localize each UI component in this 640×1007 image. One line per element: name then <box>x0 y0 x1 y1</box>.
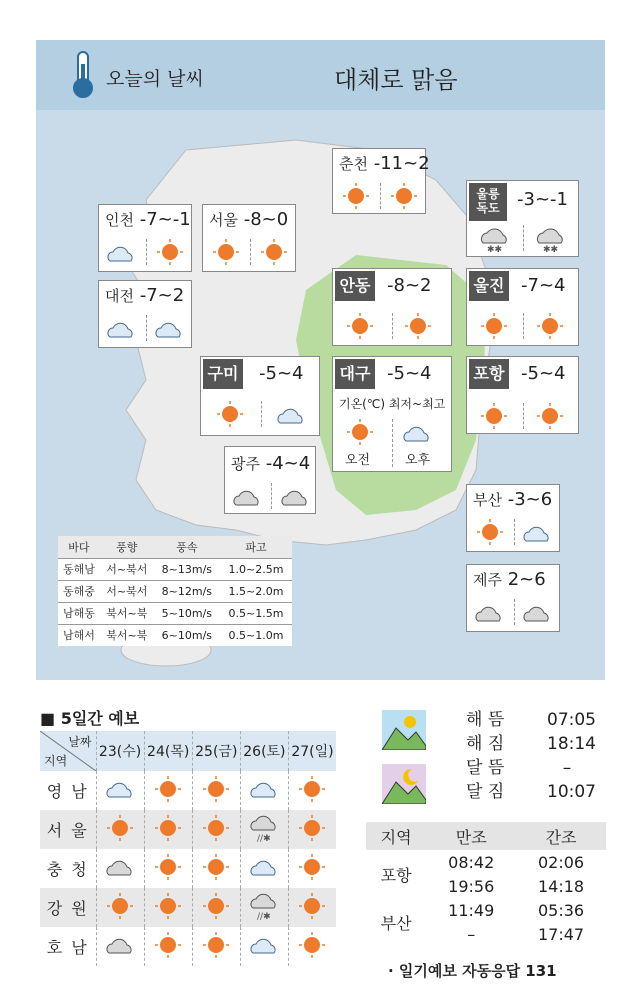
sun-icon <box>477 519 503 545</box>
tide-low: 02:06 <box>538 852 585 872</box>
sun-icon <box>192 849 240 888</box>
table-row <box>40 888 336 927</box>
sun-icon <box>481 403 507 429</box>
city-tag-daegu: 대구 <box>335 359 375 389</box>
table-row <box>40 771 336 810</box>
sunset-label: 해 짐 <box>466 734 505 754</box>
snow-icon <box>477 225 513 253</box>
moonrise-mountain-icon <box>382 764 426 804</box>
sun-icon <box>144 810 192 849</box>
sun-icon <box>157 239 183 265</box>
sun-icon <box>192 927 240 966</box>
city-tag-uljin: 울진 <box>469 271 509 301</box>
sea-cell: 북서~북 <box>100 624 154 646</box>
city-box-gumi <box>200 356 320 436</box>
city-tag-andong: 안동 <box>335 271 375 301</box>
tide-table <box>366 822 606 946</box>
city-tag-pohang: 포항 <box>469 359 509 389</box>
partly-cloudy-icon <box>240 771 288 810</box>
sun-icon <box>144 927 192 966</box>
sun-icon <box>217 401 243 427</box>
svg-text://✱: //✱ <box>257 911 271 920</box>
region-label: 강 원 <box>40 888 96 927</box>
partly-cloudy-icon <box>153 317 187 341</box>
sea-cell: 남해동 <box>58 602 100 624</box>
day-header: 26(토) <box>240 731 288 771</box>
svg-text:✱✱: ✱✱ <box>543 245 559 253</box>
day-header: 25(금) <box>192 731 240 771</box>
tide-high: 11:49 <box>448 900 495 920</box>
city-temp-pohang: -5~4 <box>521 363 566 384</box>
partly-cloudy-icon <box>105 317 139 341</box>
moonset-time: 10:07 <box>547 782 596 802</box>
city-box-gwangju: 광주 -4~4 <box>224 446 316 514</box>
partly-cloudy-icon <box>240 927 288 966</box>
tide-header: 간조 <box>516 822 606 850</box>
tide-region: 포항 <box>380 865 412 885</box>
cloudy-icon <box>231 485 265 509</box>
sea-cell: 1.0~2.5m <box>220 558 292 580</box>
city-box-daejeon: 대전 -7~2 <box>98 280 192 348</box>
corner-region-label: 지역 <box>44 754 68 768</box>
cloudy-icon <box>96 927 144 966</box>
table-row <box>58 602 292 624</box>
sun-icon <box>405 313 431 339</box>
tide-high: 19:56 <box>448 876 495 896</box>
moonset-label: 달 짐 <box>466 782 505 802</box>
footer-phone: · 일기예보 자동응답 131 <box>388 962 557 980</box>
sea-header: 바다 <box>58 536 100 558</box>
sea-header: 풍속 <box>154 536 220 558</box>
rain-snow-icon <box>240 810 288 849</box>
sea-cell: 서~북서 <box>100 558 154 580</box>
city-tag-gumi: 구미 <box>203 359 243 389</box>
svg-text:✱✱: ✱✱ <box>487 245 503 253</box>
rain-snow-icon <box>240 888 288 927</box>
weather-summary: 대체로 맑음 <box>334 66 458 94</box>
table-row <box>40 810 336 849</box>
city-temp-andong: -8~2 <box>387 275 432 296</box>
tide-low: 05:36 <box>538 900 585 920</box>
sea-cell: 남해서 <box>58 624 100 646</box>
cloudy-icon <box>96 849 144 888</box>
sun-icon <box>347 313 373 339</box>
moonrise-label: 달 뜸 <box>466 758 505 778</box>
tide-low: 14:18 <box>538 876 585 896</box>
sun-icon <box>288 810 336 849</box>
city-box-ulleung <box>466 180 579 257</box>
moonrise-time: – <box>562 758 572 778</box>
table-row <box>58 580 292 602</box>
corner-cell <box>40 731 96 771</box>
city-temp-gumi: -5~4 <box>259 363 304 384</box>
sun-icon <box>343 183 369 209</box>
sunrise-time: 07:05 <box>547 710 596 730</box>
sun-icon <box>192 810 240 849</box>
tide-low: 17:47 <box>538 924 585 944</box>
table-row <box>366 898 606 922</box>
day-header: 27(일) <box>288 731 336 771</box>
tide-region: 부산 <box>380 913 412 933</box>
partly-cloudy-icon <box>105 241 139 265</box>
sun-icon <box>288 849 336 888</box>
sun-icon <box>391 183 417 209</box>
tide-header: 만조 <box>426 822 516 850</box>
day-header: 24(목) <box>144 731 192 771</box>
sea-cell: 북서~북 <box>100 602 154 624</box>
sun-icon <box>192 888 240 927</box>
sun-icon <box>144 771 192 810</box>
table-row <box>58 624 292 646</box>
sea-cell: 1.5~2.0m <box>220 580 292 602</box>
sun-icon <box>288 888 336 927</box>
city-temp-uljin: -7~4 <box>521 275 566 296</box>
corner-date-label: 날짜 <box>68 735 92 749</box>
sun-icon <box>288 927 336 966</box>
table-row <box>58 558 292 580</box>
legend-am: 오전 <box>345 453 371 468</box>
sun-icon <box>213 239 239 265</box>
city-box-seoul: 서울 -8~0 <box>202 204 296 272</box>
region-label: 호 남 <box>46 938 89 957</box>
sea-cell: 8~12m/s <box>154 580 220 602</box>
city-box-jeju: 제주 2~6 <box>466 564 560 632</box>
sun-icon <box>144 888 192 927</box>
region-label: 충 청 <box>46 860 89 879</box>
sun-icon <box>537 403 563 429</box>
city-box-incheon: 인천 -7~-1 <box>98 204 192 272</box>
header-title: 오늘의 날씨 <box>106 68 204 90</box>
legend-temp-label: 기온(℃) 최저~최고 <box>339 397 446 411</box>
sun-icon <box>481 313 507 339</box>
cloudy-icon <box>473 601 507 625</box>
svg-text://✱: //✱ <box>257 833 271 842</box>
city-tag-ulleung: 울릉 독도 <box>469 183 507 221</box>
city-box-chuncheon <box>332 148 430 214</box>
sun-moon-table <box>466 708 596 804</box>
partly-cloudy-icon <box>401 421 435 445</box>
snow-icon <box>533 225 569 253</box>
sun-icon <box>96 888 144 927</box>
city-box-busan: 부산 -3~6 <box>466 484 560 552</box>
sun-icon <box>96 810 144 849</box>
tide-high: – <box>467 924 476 944</box>
sea-cell: 8~13m/s <box>154 558 220 580</box>
table-row <box>40 849 336 888</box>
forecast-title: ■ 5일간 예보 <box>40 709 140 728</box>
cloudy-icon <box>279 485 313 509</box>
sea-cell: 6~10m/s <box>154 624 220 646</box>
forecast-table <box>40 731 336 966</box>
sun-icon <box>144 849 192 888</box>
city-label-chuncheon: 춘천 -11~2 <box>339 153 430 174</box>
sun-icon <box>347 419 373 445</box>
tide-header: 지역 <box>366 822 426 850</box>
sea-cell: 0.5~1.5m <box>220 602 292 624</box>
sea-header: 풍향 <box>100 536 154 558</box>
partly-cloudy-icon <box>96 771 144 810</box>
sun-icon <box>537 313 563 339</box>
region-label: 서 울 <box>40 810 96 849</box>
sunset-time: 18:14 <box>547 734 596 754</box>
table-row <box>40 927 336 966</box>
sea-cell: 0.5~1.0m <box>220 624 292 646</box>
cloudy-icon <box>521 601 555 625</box>
day-header: 23(수) <box>96 731 144 771</box>
city-box-pohang <box>466 356 579 434</box>
table-row <box>366 850 606 874</box>
city-box-daegu <box>332 356 452 472</box>
city-box-uljin <box>466 268 579 346</box>
sea-cell: 동해남 <box>58 558 100 580</box>
sun-icon <box>288 771 336 810</box>
sea-header: 파고 <box>220 536 292 558</box>
city-box-andong <box>332 268 452 346</box>
thermometer-icon <box>68 50 98 100</box>
sun-icon <box>192 771 240 810</box>
region-label: 영 남 <box>46 782 89 801</box>
city-temp-ulleung: -3~-1 <box>517 189 568 210</box>
sea-cell: 서~북서 <box>100 580 154 602</box>
sea-cell: 동해중 <box>58 580 100 602</box>
city-temp-daegu: -5~4 <box>387 363 432 384</box>
sunrise-mountain-icon <box>382 710 426 750</box>
partly-cloudy-icon <box>275 403 309 427</box>
sea-table <box>58 536 292 646</box>
sunrise-label: 해 뜸 <box>466 710 505 730</box>
partly-cloudy-icon <box>240 849 288 888</box>
sea-cell: 5~10m/s <box>154 602 220 624</box>
partly-cloudy-icon <box>521 521 555 545</box>
sun-icon <box>261 239 287 265</box>
legend-pm: 오후 <box>405 453 431 468</box>
tide-high: 08:42 <box>448 852 495 872</box>
